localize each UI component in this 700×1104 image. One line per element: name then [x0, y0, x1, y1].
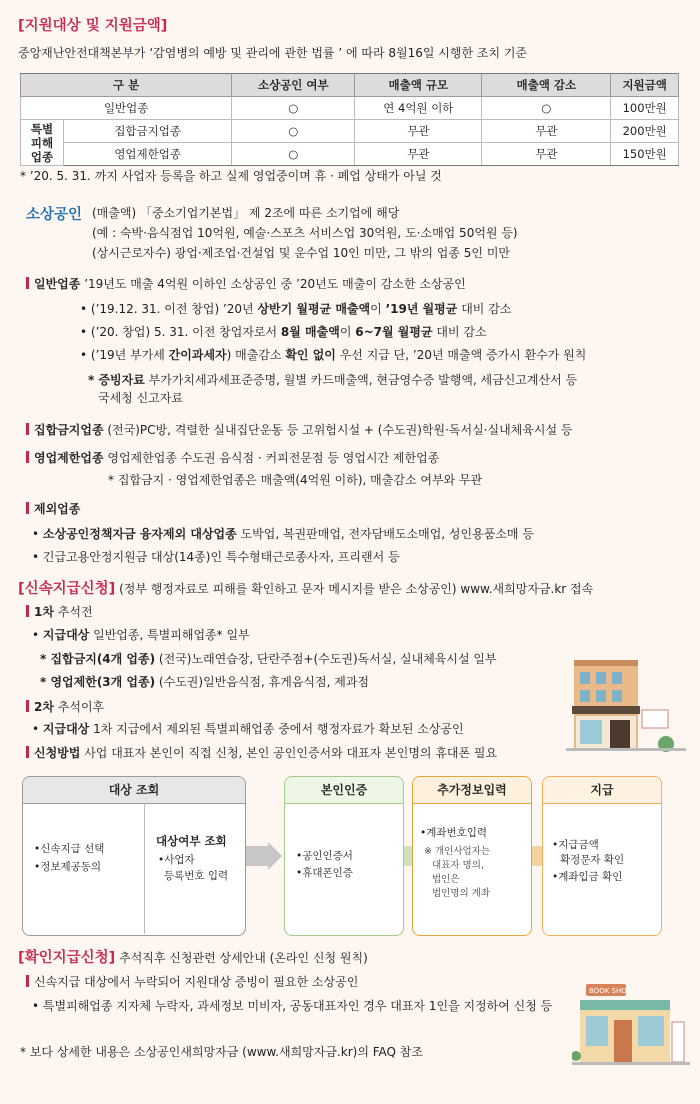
cell: 무관: [482, 143, 611, 166]
text: 영업제한업종 수도권 음식점 · 커피전문점 등 영업시간 제한업종: [103, 451, 440, 465]
exclude-heading: [26, 501, 80, 517]
group-label: 특별 피해 업종: [21, 120, 64, 166]
text-bold: 집합금지업종: [34, 423, 104, 437]
cell: 무관: [482, 120, 611, 143]
table-header: 지원금액: [611, 74, 679, 97]
bullet-bar: [26, 605, 29, 617]
text-bold: 소상공인정책자금 융자제외 대상업종: [42, 527, 237, 541]
text: 특별피해업종 지자체 누락자, 과세정보 미비자, 공동대표자인 경우 대표자 1인을 지정하여 신청 등: [42, 999, 553, 1013]
cell: 150만원: [611, 143, 679, 166]
text: 일반업종, 특별피해업종* 일부: [89, 628, 250, 642]
text: (’19.12. 31. 이전 창업) ’20년: [90, 302, 258, 316]
text: 추석이후: [53, 700, 105, 714]
quick-heading: [18, 577, 593, 598]
text: 우선 지급 단, ’20년 매출액 증가시 환수가 원칙: [335, 348, 587, 362]
method: [26, 745, 497, 761]
small-biz-label: 소상공인: [26, 207, 83, 223]
text: 대비 감소: [432, 325, 487, 339]
confirm-subtitle: 추석직후 신청관련 상세안내 (온라인 신청 원칙): [115, 951, 368, 965]
row-label: 집합금지업종: [64, 120, 232, 143]
cell: 연 4억원 이하: [355, 97, 482, 120]
support-table: [20, 73, 679, 166]
flow-note: 법인은: [432, 874, 460, 885]
cell: ○: [232, 97, 355, 120]
text-bold: * 증빙자료: [88, 373, 145, 387]
general-heading: [26, 276, 466, 292]
table-row: [21, 97, 679, 120]
limit-heading: [26, 450, 439, 466]
flow-text: •휴대폰인증: [296, 867, 353, 879]
shop-sign: BOOK SHOP: [589, 987, 631, 995]
text: ) 매출감소: [226, 348, 286, 362]
general-bullet-3: • (’19년 부가세 간이과세자) 매출감소 확인 없이 우선 지급 단, ’20년 매출액 증가시 환수가 원칙: [80, 348, 587, 362]
flow-text: •신속지급 선택: [34, 843, 105, 855]
small-biz-line1: (매출액) 「중소기업기본법」 제 2조에 따른 소기업에 해당: [92, 206, 400, 220]
text: 1차 지급에서 제외된 특별피해업종 중에서 행정자료가 확보된 소상공인: [89, 722, 464, 736]
evidence-note-2: 국세청 신고자료: [98, 391, 183, 405]
text-bold: * 영업제한(3개 업종): [40, 675, 156, 689]
quick-title: [신속지급신청]: [18, 581, 116, 597]
text: (전국)노래연습장, 단란주점+(수도권)독서실, 실내체육시설 일부: [155, 652, 497, 666]
flow-note: 대표자 명의,: [432, 860, 484, 871]
cell: 100만원: [611, 97, 679, 120]
text-bold: 지급대상: [42, 722, 90, 736]
text-bold: 신청방법: [34, 746, 81, 760]
table-header: 구 분: [21, 74, 232, 97]
cell: ○: [232, 120, 355, 143]
flow-note: ※ 개인사업자는: [424, 846, 491, 857]
confirm-line: [26, 974, 358, 990]
flow-step-title: 지급: [543, 777, 661, 804]
first-limit: [40, 674, 369, 690]
flow-text: •계좌번호입력: [420, 827, 488, 839]
flow-text: •지급금액: [552, 839, 599, 851]
quick-subtitle: (정부 행정자료로 피해를 확인하고 문자 메시지를 받은 소상공인) www.새희망자금.kr 접속: [115, 582, 594, 596]
table-footnote: * ’20. 5. 31. 까지 사업자 등록을 하고 실제 영업중이며 휴 · 폐업 상태가 아닐 것: [20, 169, 442, 183]
first-ban: [40, 651, 497, 667]
text-bold: 8월 매출액: [280, 325, 340, 339]
text: (’20. 창업) 5. 31. 이전 창업자로서: [90, 325, 281, 339]
flow-step-title: 본인인증: [285, 777, 403, 804]
bookshop-illustration: [572, 982, 690, 1068]
general-bullet-2: • (’20. 창업) 5. 31. 이전 창업자로서 8월 매출액이 6~7월 월평균 대비 감소: [80, 325, 487, 339]
confirm-heading: [18, 946, 368, 967]
text-bold: * 집합금지(4개 업종): [40, 652, 156, 666]
text: 대비 감소: [457, 302, 512, 316]
text-bold: 2차: [34, 700, 54, 714]
text-bold: 1차: [34, 605, 54, 619]
bullet-bar: [26, 277, 29, 289]
bullet-bar: [26, 700, 29, 712]
first-target: • 지급대상 일반업종, 특별피해업종* 일부: [32, 628, 250, 642]
table-header: 소상공인 여부: [232, 74, 355, 97]
small-biz-line3: (상시근로자수) 광업·제조업·건설업 및 운수업 10인 미만, 그 밖의 업종 5인 미만: [92, 246, 511, 260]
text: (’19년 부가세: [90, 348, 169, 362]
exclude-bullet-2: • 긴급고용안정지원금 대상(14종)인 특수형태근로종사자, 프리랜서 등: [32, 550, 400, 564]
bullet-bar: [26, 423, 29, 435]
text-bold: 확인 없이: [285, 348, 336, 362]
second-round: [26, 699, 104, 715]
text-bold: 6~7월 월평균: [355, 325, 433, 339]
ban-heading: [26, 422, 572, 438]
table-row: [21, 143, 679, 166]
cell: ○: [232, 143, 355, 166]
table-header: 매출액 규모: [355, 74, 482, 97]
text-bold: ’19년 월평균: [385, 302, 458, 316]
confirm-bullet: • 특별피해업종 지자체 누락자, 과세정보 미비자, 공동대표자인 경우 대표자 1인을 지정하여 신청 등: [32, 999, 553, 1013]
flow-subtitle: 대상여부 조회: [156, 834, 227, 848]
flow-step-title: 대상 조회: [23, 777, 245, 804]
bullet-bar: [26, 975, 29, 987]
text: 신속지급 대상에서 누락되어 지원대상 증빙이 필요한 소상공인: [34, 975, 359, 989]
limit-note: * 집합금지 · 영업제한업종은 매출액(4억원 이하), 매출감소 여부와 무관: [108, 473, 483, 487]
first-round: [26, 604, 93, 620]
divider: [144, 803, 145, 934]
flow-text: 확정문자 확인: [560, 854, 625, 866]
text-bold: 지급대상: [42, 628, 90, 642]
text-bold: 영업제한업종: [34, 451, 104, 465]
bullet-bar: [26, 746, 29, 758]
text: 부가가치세과세표준증명, 월별 카드매출액, 현금영수증 발행액, 세금신고계산서 등: [144, 373, 578, 387]
general-heading-text: ’19년도 매출 4억원 이하인 소상공인 중 ’20년도 매출이 감소한 소상공인: [80, 277, 466, 291]
flow-text: •사업자: [158, 854, 195, 866]
text-bold: 간이과세자: [168, 348, 227, 362]
shop-illustration: [566, 658, 686, 758]
flow-text: •계좌입금 확인: [552, 871, 623, 883]
second-target: • 지급대상 1차 지급에서 제외된 특별피해업종 중에서 행정자료가 확보된 소상공인: [32, 722, 464, 736]
text: (전국)PC방, 격렬한 실내집단운동 등 고위험시설 + (수도권)학원·독서실·실내체육시설 등: [103, 423, 573, 437]
text: 추석전: [53, 605, 93, 619]
general-bullet-1: • (’19.12. 31. 이전 창업) ’20년 상반기 월평균 매출액이 ’19년 월평균 대비 감소: [80, 302, 512, 316]
cell: ○: [482, 97, 611, 120]
table-row: [21, 120, 679, 143]
text: 도박업, 복권판매업, 전자담배도소매업, 성인용품소매 등: [236, 527, 534, 541]
footer-note: * 보다 상세한 내용은 소상공인새희망자금 (www.새희망자금.kr)의 FAQ 참조: [20, 1045, 423, 1059]
row-label: 영업제한업종: [64, 143, 232, 166]
evidence-note: [88, 372, 577, 388]
cell: 무관: [355, 143, 482, 166]
cell: 무관: [355, 120, 482, 143]
text: 이: [370, 302, 386, 316]
flow-text: •공인인증서: [296, 850, 353, 862]
general-heading-bold: 일반업종: [34, 277, 81, 291]
small-biz-line2: (예 : 숙박·음식점업 10억원, 예술·스포츠 서비스업 30억원, 도·소매업 50억원 등): [92, 226, 518, 240]
text: 긴급고용안정지원금 대상(14종)인 특수형태근로종사자, 프리랜서 등: [42, 550, 400, 564]
flow-note: 법인명의 계좌: [432, 888, 491, 899]
flow-arrow: [246, 842, 282, 870]
confirm-title: [확인지급신청]: [18, 950, 116, 966]
table-header: 매출액 감소: [482, 74, 611, 97]
bullet-bar: [26, 502, 29, 514]
row-label: 일반업종: [21, 97, 232, 120]
flow-text: 등록번호 입력: [164, 870, 229, 882]
exclude-bullet-1: • 소상공인정책자금 융자제외 대상업종 도박업, 복권판매업, 전자담배도소매업, 성인용품소매 등: [32, 527, 534, 541]
section-subtitle: 중앙재난안전대책본부가 ‘감염병의 예방 및 관리에 관한 법률 ’ 에 따라 8월16일 시행한 조치 기준: [18, 46, 528, 60]
flow-text: •정보제공동의: [34, 861, 102, 873]
text: (수도권)일반음식점, 휴게음식점, 제과점: [155, 675, 370, 689]
text: 이: [339, 325, 356, 339]
section-title-support: [지원대상 및 지원금액]: [18, 18, 168, 34]
cell: 200만원: [611, 120, 679, 143]
text-bold: 상반기 월평균 매출액: [257, 302, 371, 316]
bullet-bar: [26, 451, 29, 463]
text: 사업 대표자 본인이 직접 신청, 본인 공인인증서와 대표자 본인명의 휴대폰 필요: [80, 746, 498, 760]
text-bold: 제외업종: [34, 502, 81, 516]
flow-step-title: 추가정보입력: [413, 777, 531, 804]
